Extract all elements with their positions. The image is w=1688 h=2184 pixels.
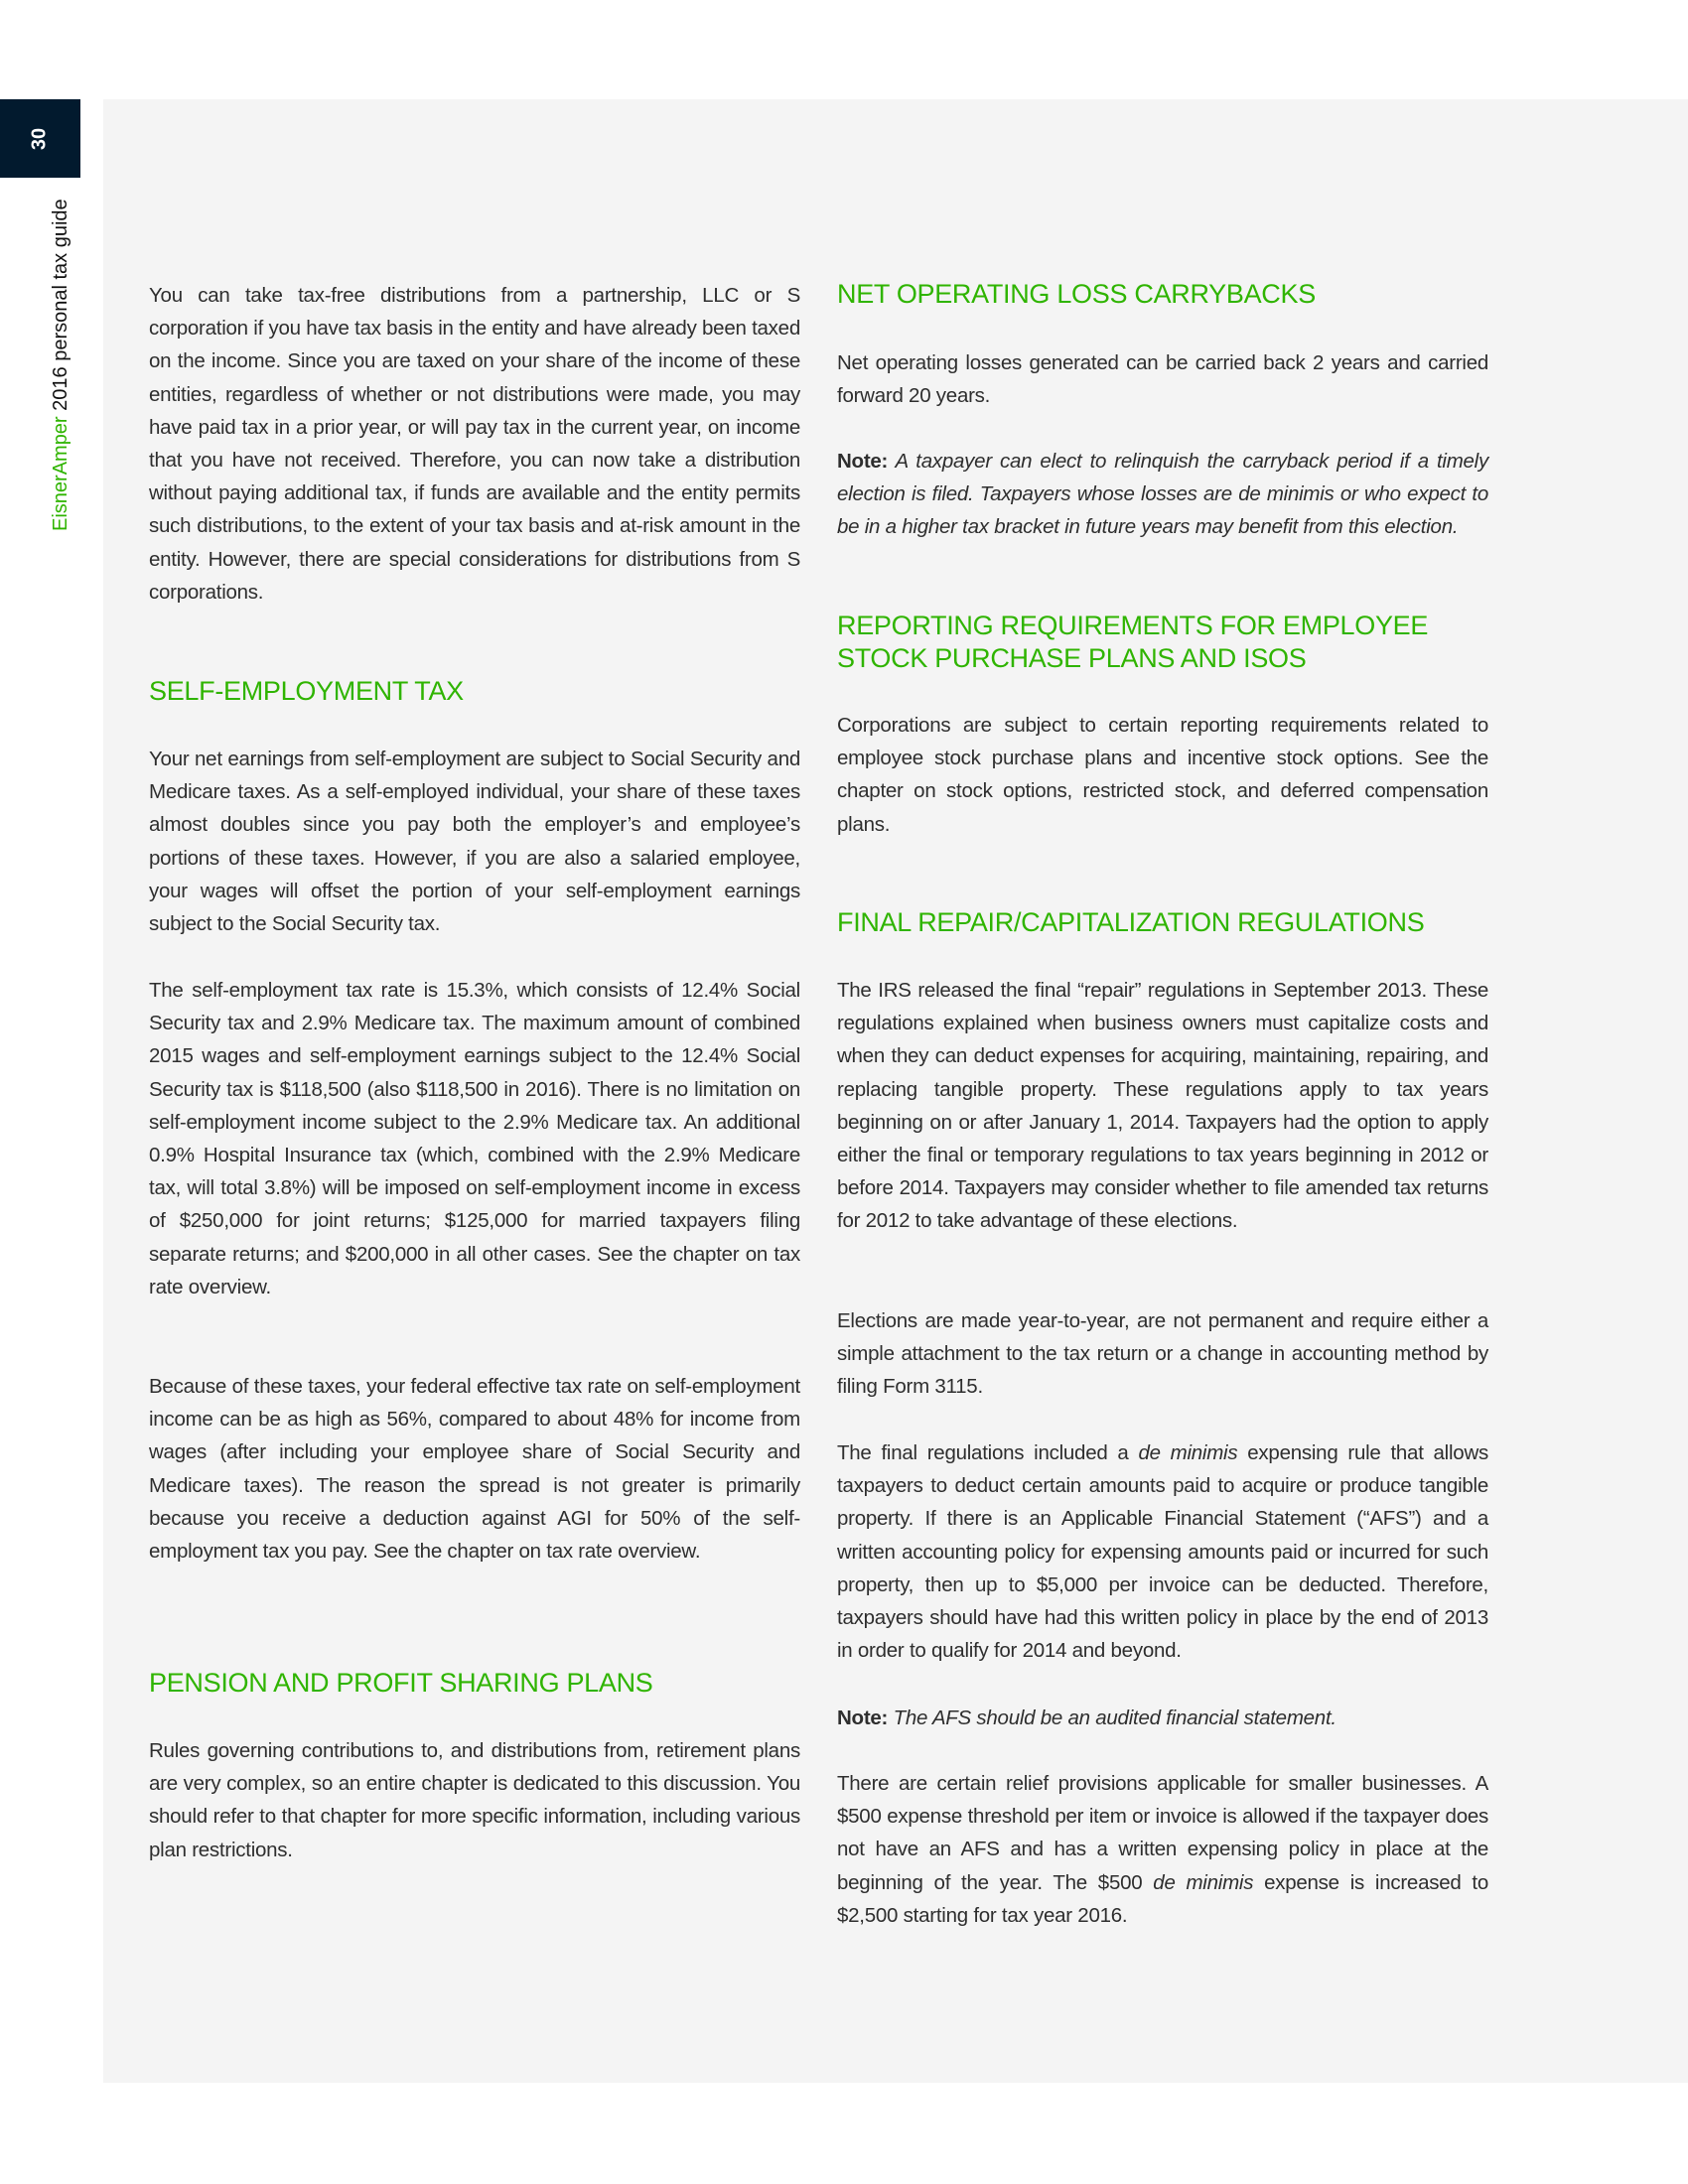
paragraph: Elections are made year-to-year, are not permanent and require either a simple attachment to the tax return or a change in accounting method by filing Form 3115. <box>837 1309 1488 1399</box>
section-heading: REPORTING REQUIREMENTS FOR EMPLOYEE STOCK PURCHASE PLANS AND ISOS <box>837 611 1429 673</box>
text: expensing rule that allows taxpayers to deduct certain amounts paid to acquire or produce tangible property. If there is an Applicable Financial Statement (“AFS”) and a written accounting policy for expensing amounts paid or incurred for such property, then up to $5,000 per invoice can be deducted. Therefore, taxpayers should have had this written policy in place by the end of 2013 in order to qualify for 2014 and beyond. <box>837 1441 1488 1663</box>
italic-term: de minimis <box>1138 1441 1238 1464</box>
italic-term: de minimis <box>1153 1870 1254 1894</box>
note-text: The AFS should be an audited financial statement. <box>888 1706 1336 1729</box>
note <box>837 445 1488 544</box>
section-heading: PENSION AND PROFIT SHARING PLANS <box>149 1668 653 1698</box>
brand-name: EisnerAmper <box>50 416 71 531</box>
paragraph: Because of these taxes, your federal effective tax rate on self-employment income can be as high as 56%, compared to about 48% for income from wages (after including your employee share of Social Security and Medicare taxes). The reason the spread is not greater is primarily because you receive a deduction against AGI for 50% of the self-employment tax you pay. See the chapter on tax rate overview. <box>149 1375 800 1564</box>
note-label: Note: <box>837 1706 889 1729</box>
paragraph: Net operating losses generated can be carried back 2 years and carried forward 20 years. <box>837 351 1488 408</box>
note <box>837 1702 1488 1734</box>
page-number: 30 <box>28 127 51 151</box>
paragraph: Corporations are subject to certain reporting requirements related to employee stock purchase plans and incentive stock options. See the chapter on stock options, restricted stock, and deferred compensation plans. <box>837 714 1488 836</box>
paragraph: Your net earnings from self-employment are subject to Social Security and Medicare taxes. As a self-employed individual, your share of these taxes almost doubles since you pay both the employer’s and employee’s portions of these taxes. However, if you are also a salaried employee, your wages will offset the portion of your self-employment earnings subject to the Social Security tax. <box>149 748 800 936</box>
text: expense is increased to $2,500 starting for tax year 2016. <box>837 1870 1489 1927</box>
paragraph: Rules governing contributions to, and distributions from, retirement plans are very complex, so an entire chapter is dedicated to this discussion. You should refer to that chapter for more specific information, including various plan restrictions. <box>149 1739 800 1861</box>
page-number-box <box>0 99 80 178</box>
note-label: Note: <box>837 450 889 473</box>
text: The final regulations included a <box>837 1441 1139 1464</box>
paragraph: The IRS released the final “repair” regulations in September 2013. These regulations explained when business owners must capitalize costs and when they can deduct expenses for acquiring, maintaining, repairing, and replacing tangible property. These regulations apply to tax years beginning on or after January 1, 2014. Taxpayers had the option to apply either the final or temporary regulations to tax years beginning in 2012 or before 2014. Taxpayers may consider whether to file amended tax returns for 2012 to take advantage of these elections. <box>837 979 1488 1233</box>
paragraph <box>837 1436 1488 1667</box>
paragraph: You can take tax-free distributions from a partnership, LLC or S corporation if you have tax basis in the entity and have already been taxed on the income. Since you are taxed on your share of the income of these entities, regardless of whether or not distributions were made, you may have paid tax in a prior year, or will pay tax in the current year, on income that you have not received. Therefore, you can now take a distribution without paying additional tax, if funds are available and the entity permits such distributions, to the extent of your tax basis and at-risk amount in the entity. However, there are special considerations for distributions from S corporations. <box>149 284 800 604</box>
section-heading: FINAL REPAIR/CAPITALIZATION REGULATIONS <box>837 907 1425 937</box>
section-heading: SELF-EMPLOYMENT TAX <box>149 676 464 706</box>
paragraph <box>837 1767 1488 1932</box>
text: There are certain relief provisions applicable for smaller businesses. A $500 expense threshold per item or invoice is allowed if the taxpayer does not have an AFS and has a written expensing policy in place at the beginning of the year. The $500 <box>837 1772 1488 1894</box>
section-heading: NET OPERATING LOSS CARRYBACKS <box>837 279 1316 309</box>
note-text: A taxpayer can elect to relinquish the carryback period if a timely election is filed. Taxpayers whose losses are de minimis or who expect to be in a higher tax bracket in future years may benefit from this election. <box>837 450 1488 539</box>
paragraph: The self-employment tax rate is 15.3%, which consists of 12.4% Social Security tax and 2.9% Medicare tax. The maximum amount of combined 2015 wages and self-employment earnings subject to the 12.4% Social Security tax is $118,500 (also $118,500 in 2016). There is no limitation on self-employment income subject to the 2.9% Medicare tax. An additional 0.9% Hospital Insurance tax (which, combined with the 2.9% Medicare tax, will total 3.8%) will be imposed on self-employment income in excess of $250,000 for joint returns; $125,000 for married taxpayers filing separate returns; and $200,000 in all other cases. See the chapter on tax rate overview. <box>149 979 800 1298</box>
guide-title: 2016 personal tax guide <box>50 199 71 411</box>
running-header <box>50 199 72 531</box>
